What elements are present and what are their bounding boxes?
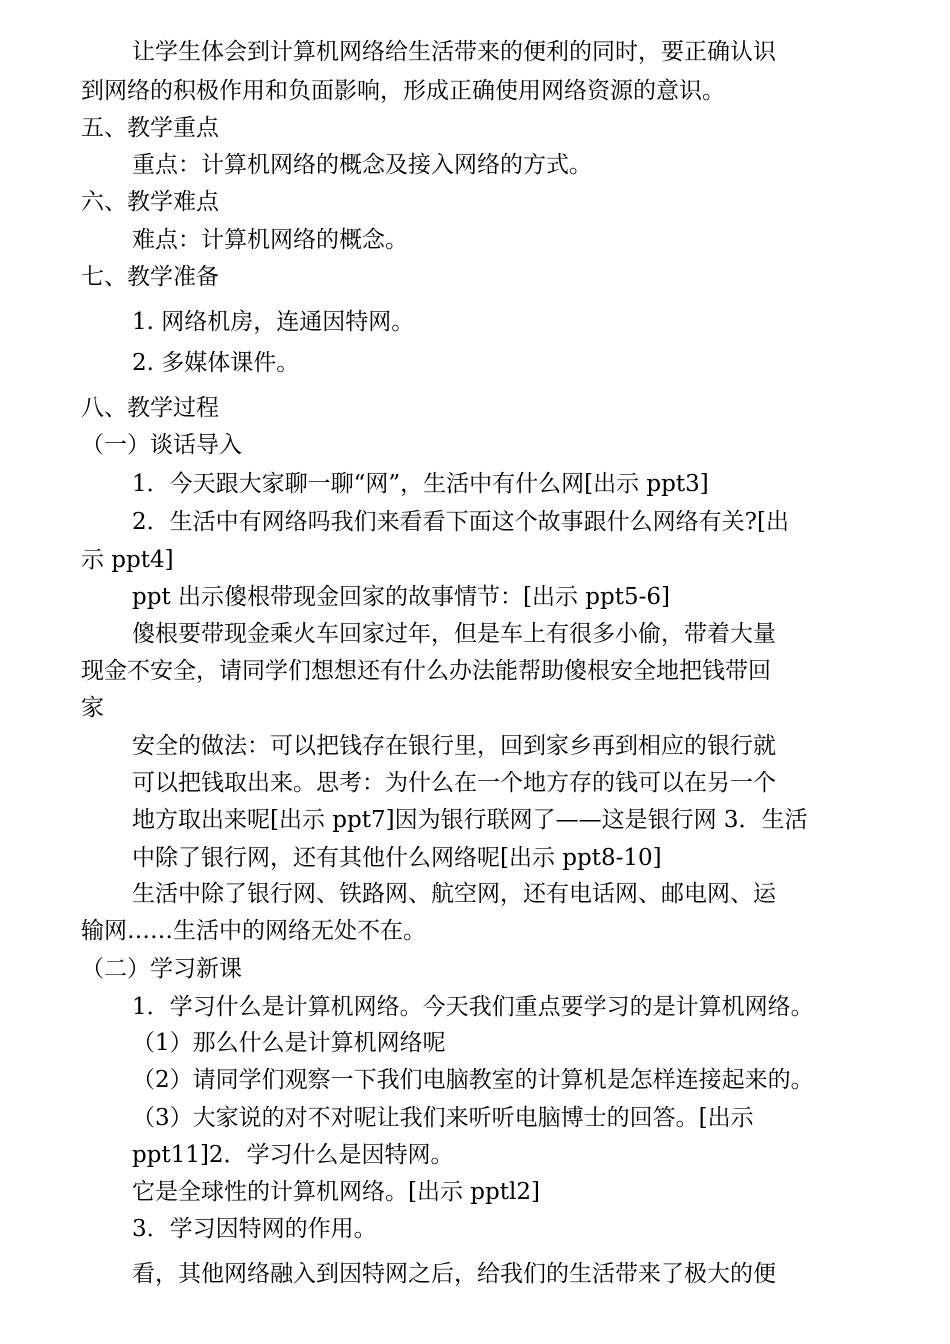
paragraph-line: 现金不安全，请同学们想想还有什么办法能帮助傻根安全地把钱带回 [81, 658, 771, 684]
paragraph-line: 中除了银行网，还有其他什么网络呢[出示 ppt8-10] [132, 845, 662, 871]
list-item: 2. 多媒体课件。 [132, 350, 300, 376]
paragraph-line: 1．学习什么是计算机网络。今天我们重点要学习的是计算机网络。 [132, 994, 814, 1020]
paragraph-line: （3）大家说的对不对呢让我们来听听电脑博士的回答。[出示 [132, 1105, 754, 1131]
paragraph-line: 可以把钱取出来。思考：为什么在一个地方存的钱可以在另一个 [132, 770, 776, 796]
paragraph-line: 难点：计算机网络的概念。 [132, 227, 408, 253]
paragraph-line: 示 ppt4] [81, 547, 174, 573]
paragraph-line: 看，其他网络融入到因特网之后，给我们的生活带来了极大的便 [132, 1261, 776, 1287]
paragraph-line: ppt 出示傻根带现金回家的故事情节：[出示 ppt5-6] [132, 584, 670, 610]
paragraph-line: 3．学习因特网的作用。 [132, 1216, 377, 1242]
subsection-heading: （二）学习新课 [81, 956, 242, 982]
paragraph-line: 傻根要带现金乘火车回家过年，但是车上有很多小偷，带着大量 [132, 621, 776, 647]
section-heading: 七、教学准备 [81, 264, 219, 290]
paragraph-line: 重点：计算机网络的概念及接入网络的方式。 [132, 152, 592, 178]
paragraph-line: 安全的做法：可以把钱存在银行里，回到家乡再到相应的银行就 [132, 733, 776, 759]
paragraph-line: 1．今天跟大家聊一聊“网”，生活中有什么网[出示 ppt3] [132, 471, 709, 497]
paragraph-line: 让学生体会到计算机网络给生活带来的便利的同时，要正确认识 [132, 39, 776, 65]
paragraph-line: 生活中除了银行网、铁路网、航空网，还有电话网、邮电网、运 [132, 881, 776, 907]
section-heading: 六、教学难点 [81, 189, 219, 215]
paragraph-line: 到网络的积极作用和负面影响，形成正确使用网络资源的意识。 [81, 78, 725, 104]
paragraph-line: 地方取出来呢[出示 ppt7]因为银行联网了——这是银行网 3．生活 [132, 807, 808, 833]
section-heading: 五、教学重点 [81, 115, 219, 141]
list-item: 1. 网络机房，连通因特网。 [132, 309, 415, 335]
paragraph-line: 2．生活中有网络吗我们来看看下面这个故事跟什么网络有关?[出 [132, 509, 789, 535]
paragraph-line: ppt11]2．学习什么是因特网。 [132, 1142, 454, 1168]
paragraph-line: （2）请同学们观察一下我们电脑教室的计算机是怎样连接起来的。 [132, 1067, 814, 1093]
subsection-heading: （一）谈话导入 [81, 432, 242, 458]
paragraph-line: （1）那么什么是计算机网络呢 [132, 1030, 446, 1056]
paragraph-line: 家 [81, 695, 104, 721]
paragraph-line: 它是全球性的计算机网络。[出示 pptl2] [132, 1179, 540, 1205]
paragraph-line: 输网……生活中的网络无处不在。 [81, 918, 426, 944]
section-heading: 八、教学过程 [81, 395, 219, 421]
